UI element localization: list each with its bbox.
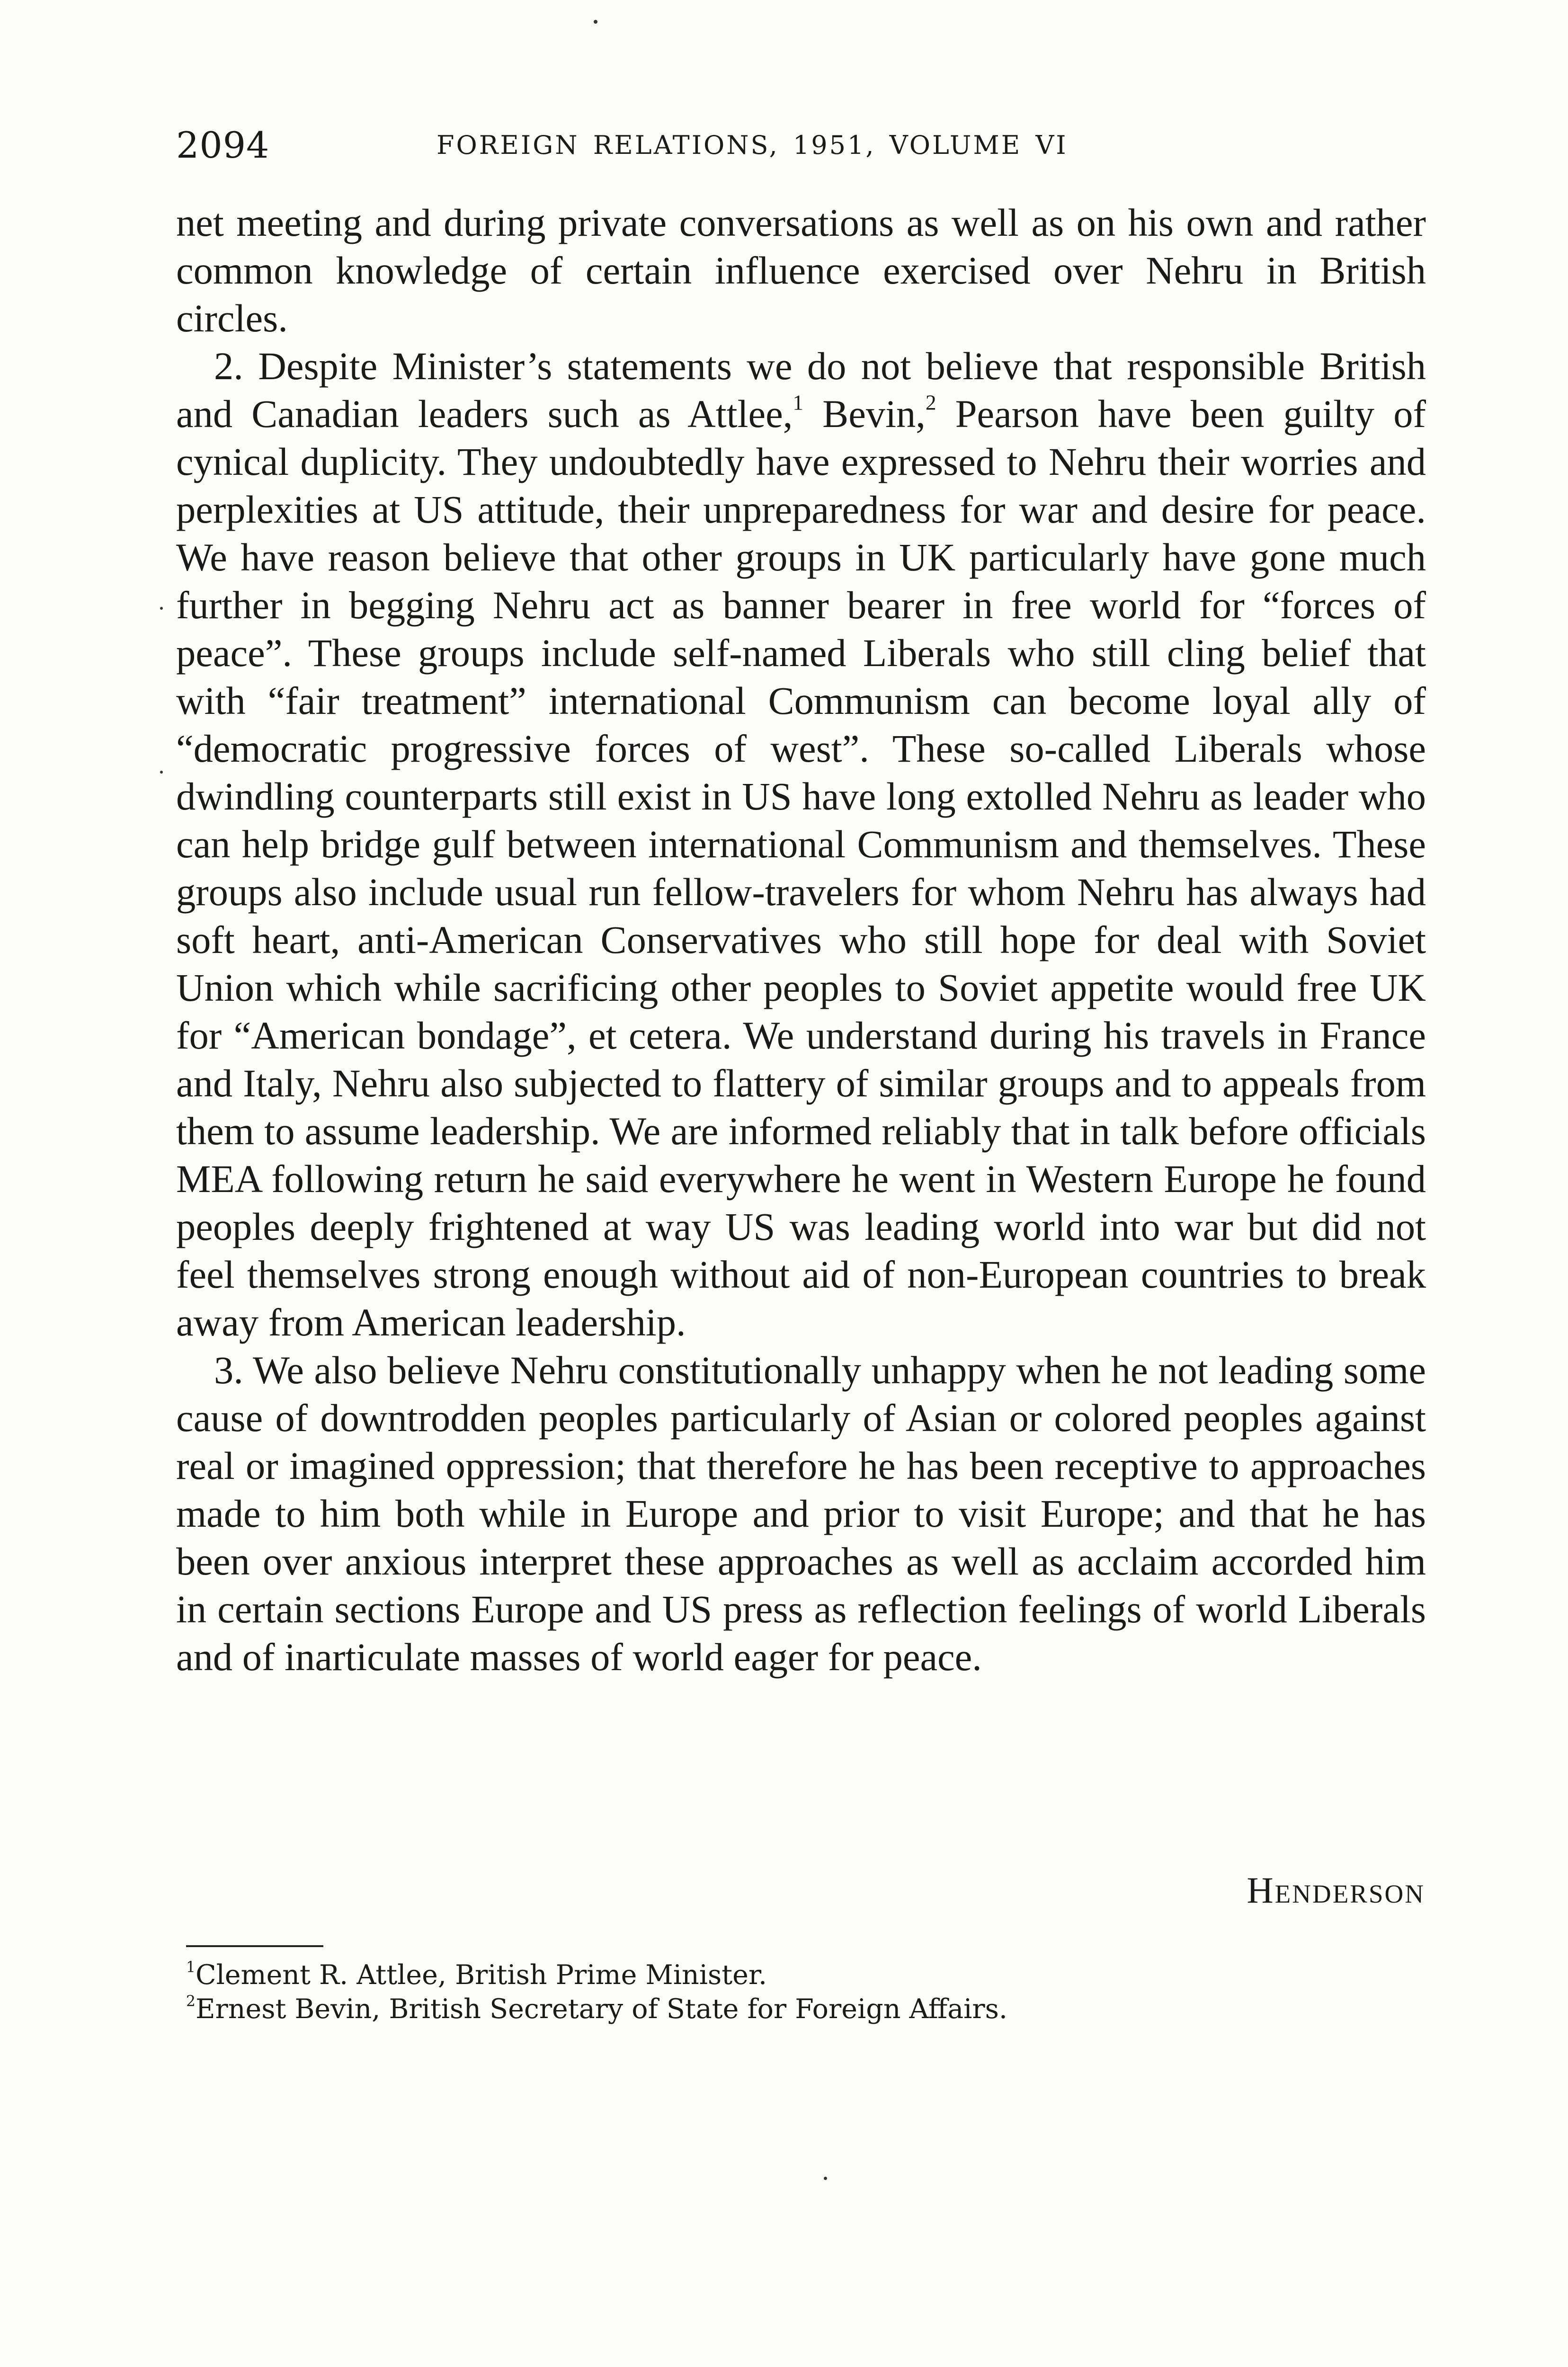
paragraph-3: 3. We also believe Nehru constitutionally unhappy when he not leading some cause of downtrodden peoples particularly of Asian or colored peoples against real or imagined oppression; that therefore he has been receptive to approaches made to him both while in Europe and prior to visit Europe; and that he has been over anxious interpret these approaches as well as acclaim accorded him in certain sections Europe and US press as reflection feelings of world Liberals and of inarticulate masses of world eager for peace. (176, 1348, 1426, 1679)
footnotes (186, 1958, 1370, 2026)
paragraph-2-part-b: Bevin, (803, 392, 926, 436)
footnote-text-1: Clement R. Attlee, British Prime Minister. (195, 1959, 767, 1991)
footnote-ref-1: 1 (793, 391, 804, 415)
body-text (176, 199, 1426, 1681)
paragraph-1: net meeting and during private conversations as well as on his own and rather common knowledge of certain influence exercised over Nehru in British circles. (176, 201, 1426, 340)
page-number: 2094 (176, 124, 270, 166)
footnote-divider (186, 1945, 323, 1947)
footnote-1 (186, 1958, 1370, 1992)
footnote-marker-2: 2 (186, 1993, 196, 2010)
footnote-2 (186, 1992, 1370, 2026)
page-header (176, 124, 1445, 167)
scan-speck (160, 771, 163, 774)
scan-speck (160, 607, 163, 610)
scan-speck (594, 20, 597, 24)
scan-speck (824, 2177, 827, 2180)
footnote-ref-2: 2 (925, 391, 936, 415)
footnote-text-2: Ernest Bevin, British Secretary of State for Foreign Affairs. (195, 1993, 1008, 2025)
footnote-marker-1: 1 (186, 1958, 196, 1976)
paragraph-2-part-a: 2. Despite Minister’s statements we do not believe that responsible British and Canadian leaders such as Attlee, (176, 344, 1426, 436)
paragraph-2 (176, 342, 1426, 1346)
running-head: FOREIGN RELATIONS, 1951, VOLUME VI (437, 130, 1068, 160)
signature: Henderson (1247, 1869, 1425, 1911)
paragraph-2-part-c: Pearson have been guilty of cynical duplicity. They undoubtedly have expressed to Nehru their worries and perplexities at US attitude, their unpreparedness for war and desire for peace. We have reason believe that other groups in UK particularly have gone much further in begging Nehru act as banner bearer in free world for “forces of peace”. These groups include self-named Liberals who still cling belief that with “fair treatment” international Communism can become loyal ally of “democratic progressive forces of west”. These so-called Liberals whose dwindling counterparts still exist in US have long extolled Nehru as leader who can help bridge gulf between international Communism and themselves. These groups also include usual run fellow-travelers for whom Nehru has always had soft heart, anti-American Conservatives who still hope for deal with Soviet Union which while sacrificing other peoples to Soviet appetite would free UK for “American bondage”, et cetera. We understand during his travels in France and Italy, Nehru also subjected to flattery of similar groups and to appeals from them to assume leadership. We are informed reliably that in talk before officials MEA following return he said everywhere he went in Western Europe he found peoples deeply frightened at way US was leading world into war but did not feel themselves strong enough without aid of non-European countries to break away from American leadership. (176, 392, 1426, 1344)
